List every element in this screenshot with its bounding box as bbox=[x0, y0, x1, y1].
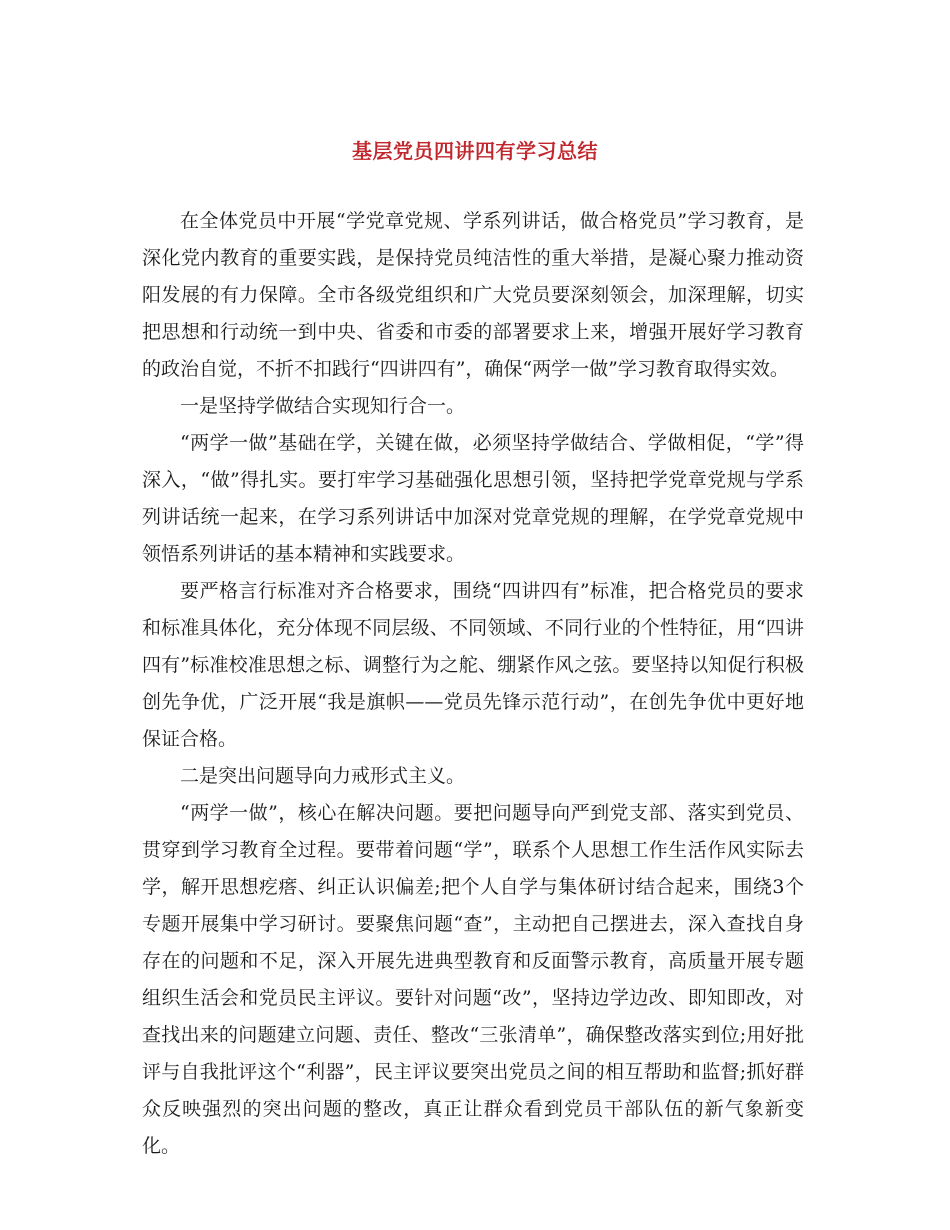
paragraph-study-practice: “两学一做”基础在学，关键在做，必须坚持学做结合、学做相促，“学”得深入，“做”得扎实。要打牢学习基础强化思想引领，坚持把学党章党规与学系列讲话统一起来，在学习系列讲话中加深对党章党规的理解，在学党章党规中领悟系列讲话的基本精神和实践要求。 bbox=[142, 432, 804, 565]
paragraph-standards: 要严格言行标准对齐合格要求，围绕“四讲四有”标准，把合格党员的要求和标准具体化，充分体现不同层级、不同领域、不同行业的个性特征，用“四讲四有”标准校准思想之标、调整行为之舵、绷紧作风之弦。要坚持以知促行积极创先争优，广泛开展“我是旗帜——党员先锋示范行动”，在创先争优中更好地保证合格。 bbox=[142, 580, 804, 750]
paragraph-problem-orientation: “两学一做”，核心在解决问题。要把问题导向严到党支部、落实到党员、贯穿到学习教育全过程。要带着问题“学”，联系个人思想工作生活作风实际去学，解开思想疙瘩、纠正认识偏差;把个人自学与集体研讨结合起来，围绕3个专题开展集中学习研讨。要聚焦问题“查”，主动把自己摆进去，深入查找自身存在的问题和不足，深入开展先进典型教育和反面警示教育，高质量开展专题组织生活会和党员民主评议。要针对问题“改”，坚持边学边改、即知即改，对查找出来的问题建立问题、责任、整改“三张清单”，确保整改落实到位;用好批评与自我批评这个“利器”，民主评议要突出党员之间的相互帮助和监督;抓好群众反映强烈的突出问题的整改，真正让群众看到党员干部队伍的新气象新变化。 bbox=[142, 802, 804, 1157]
document-title: 基层党员四讲四有学习总结 bbox=[352, 139, 598, 163]
document-body bbox=[142, 203, 804, 1165]
section-heading-one: 一是坚持学做结合实现知行合一。 bbox=[180, 395, 466, 417]
section-heading-two: 二是突出问题导向力戒形式主义。 bbox=[180, 765, 466, 787]
paragraph-intro: 在全体党员中开展“学党章党规、学系列讲话，做合格党员”学习教育，是深化党内教育的重要实践，是保持党员纯洁性的重大举措，是凝心聚力推动资阳发展的有力保障。全市各级党组织和广大党员要深刻领会，加深理解，切实把思想和行动统一到中央、省委和市委的部署要求上来，增强开展好学习教育的政治自觉，不折不扣践行“四讲四有”，确保“两学一做”学习教育取得实效。 bbox=[142, 210, 804, 380]
